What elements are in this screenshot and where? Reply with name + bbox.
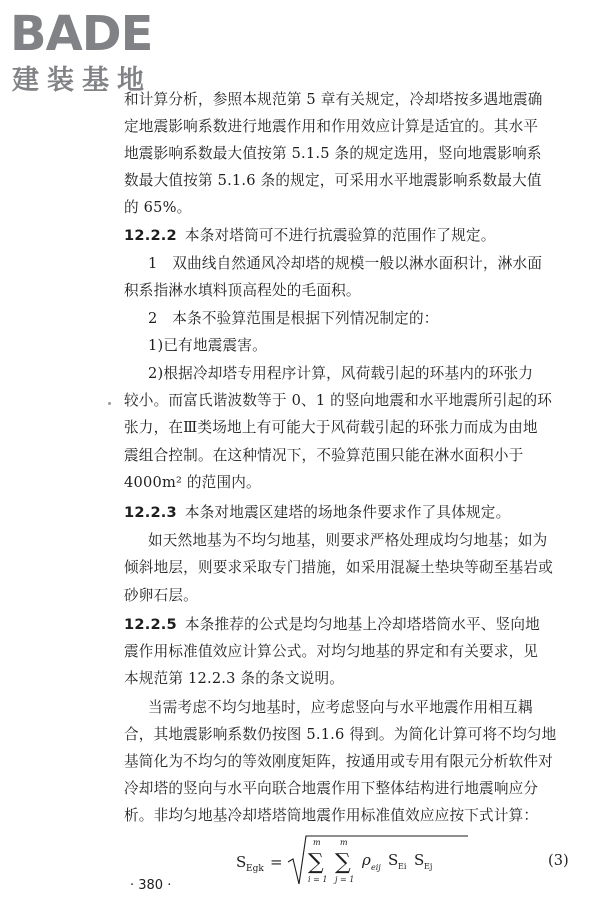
sum1-lower: i = 1 xyxy=(308,875,328,884)
formula-equals: = xyxy=(270,853,283,871)
formula-term2: S xyxy=(414,851,425,869)
text-line: 1)已有地震震害。 xyxy=(148,337,267,354)
section-text: 本条对塔筒可不进行抗震验算的范围作了规定。 xyxy=(184,227,496,244)
formula-lhs-sub: Egk xyxy=(246,864,264,874)
text-line: 和计算分析，参照本规范第 5 章有关规定，冷却塔按多遇地震确 xyxy=(124,91,543,108)
text-line: 积系指淋水填料顶高程处的毛面积。 xyxy=(124,282,361,299)
text-line: 如天然地基为不均匀地基，则要求严格处理成均匀地基；如为 xyxy=(148,532,548,549)
section-text: 本条推荐的公式是均匀地基上冷却塔塔筒水平、竖向地 xyxy=(184,616,540,633)
text-line: 1 双曲线自然通风冷却塔的规模一般以淋水面积计，淋水面 xyxy=(148,255,543,272)
formula-lhs: S xyxy=(236,853,247,871)
bade-logo xyxy=(8,6,178,94)
text-line: 数最大值按第 5.1.6 条的规定，可采用水平地震影响系数最大值 xyxy=(124,172,542,189)
formula-term1-sub: Ei xyxy=(398,862,407,871)
bade-logo-mark xyxy=(8,6,178,56)
section-number: 12.2.5 xyxy=(124,616,177,633)
section-12-2-2 xyxy=(124,226,579,246)
formula-rho-sub: eij xyxy=(371,863,381,872)
text-line: 冷却塔的竖向与水平向联合地震作用下整体结构进行地震响应分 xyxy=(124,780,539,797)
logo-chinese-text: 建装基地 xyxy=(12,65,152,96)
text-line: 砂卵石层。 xyxy=(124,587,198,604)
sum2-upper: m xyxy=(340,838,348,847)
sum2-symbol: ∑ xyxy=(335,850,351,875)
sum1-symbol: ∑ xyxy=(308,850,324,875)
text-line: 2)根据冷却塔专用程序计算，风荷载引起的环基内的环张力 xyxy=(148,365,534,382)
formula-3 xyxy=(236,832,476,892)
section-number: 12.2.2 xyxy=(124,227,177,244)
text-line: 震组合控制。在这种情况下，不验算范围只能在淋水面积小于 xyxy=(124,447,524,464)
sum2-lower: j = 1 xyxy=(335,875,355,884)
text-line: 合，其地震影响系数仍按图 5.1.6 得到。为简化计算可将不均匀地 xyxy=(124,726,557,743)
formula-term2-sub: Ej xyxy=(424,862,433,871)
section-12-2-5 xyxy=(124,615,579,635)
logo-brand-text: BADE xyxy=(10,6,153,56)
text-line: 倾斜地层，则要求采取专门措施，如采用混凝土垫块等砌至基岩或 xyxy=(124,559,554,576)
section-12-2-3 xyxy=(124,503,579,523)
text-line: 本规范第 12.2.3 条的条文说明。 xyxy=(124,670,345,687)
text-line: 张力，在Ⅲ类场地上有可能大于风荷载引起的环张力而成为由地 xyxy=(124,419,538,436)
text-line: 2 本条不验算范围是根据下列情况制定的： xyxy=(148,310,439,327)
page-number: · 380 · xyxy=(130,878,172,893)
text-line: 4000m² 的范围内。 xyxy=(124,474,261,491)
text-line: 的 65%。 xyxy=(124,199,192,216)
equation-number: (3) xyxy=(548,852,569,869)
formula-rho: ρ xyxy=(362,851,371,869)
section-text: 本条对地震区建塔的场地条件要求作了具体规定。 xyxy=(184,504,511,521)
margin-dot xyxy=(108,402,111,405)
text-line: 当需考虑不均匀地基时，应考虑竖向与水平地震作用相互耦 xyxy=(148,699,533,716)
text-line: 震作用标准值效应计算公式。对均匀地基的界定和有关要求，见 xyxy=(124,643,539,660)
text-line: 基简化为不均匀的等效刚度矩阵，按通用或专用有限元分析软件对 xyxy=(124,753,554,770)
sum1-upper: m xyxy=(313,838,321,847)
section-number: 12.2.3 xyxy=(124,504,177,521)
text-line: 析。非均匀地基冷却塔塔筒地震作用标准值效应应按下式计算： xyxy=(124,807,539,824)
formula-term1: S xyxy=(388,851,399,869)
text-line: 定地震影响系数进行地震作用和作用效应计算是适宜的。其水平 xyxy=(124,118,539,135)
text-line: 较小。而富氏谐波数等于 0、1 的竖向地震和水平地震所引起的环 xyxy=(124,392,553,409)
text-line: 地震影响系数最大值按第 5.1.5 条的规定选用，竖向地震影响系 xyxy=(124,145,542,162)
